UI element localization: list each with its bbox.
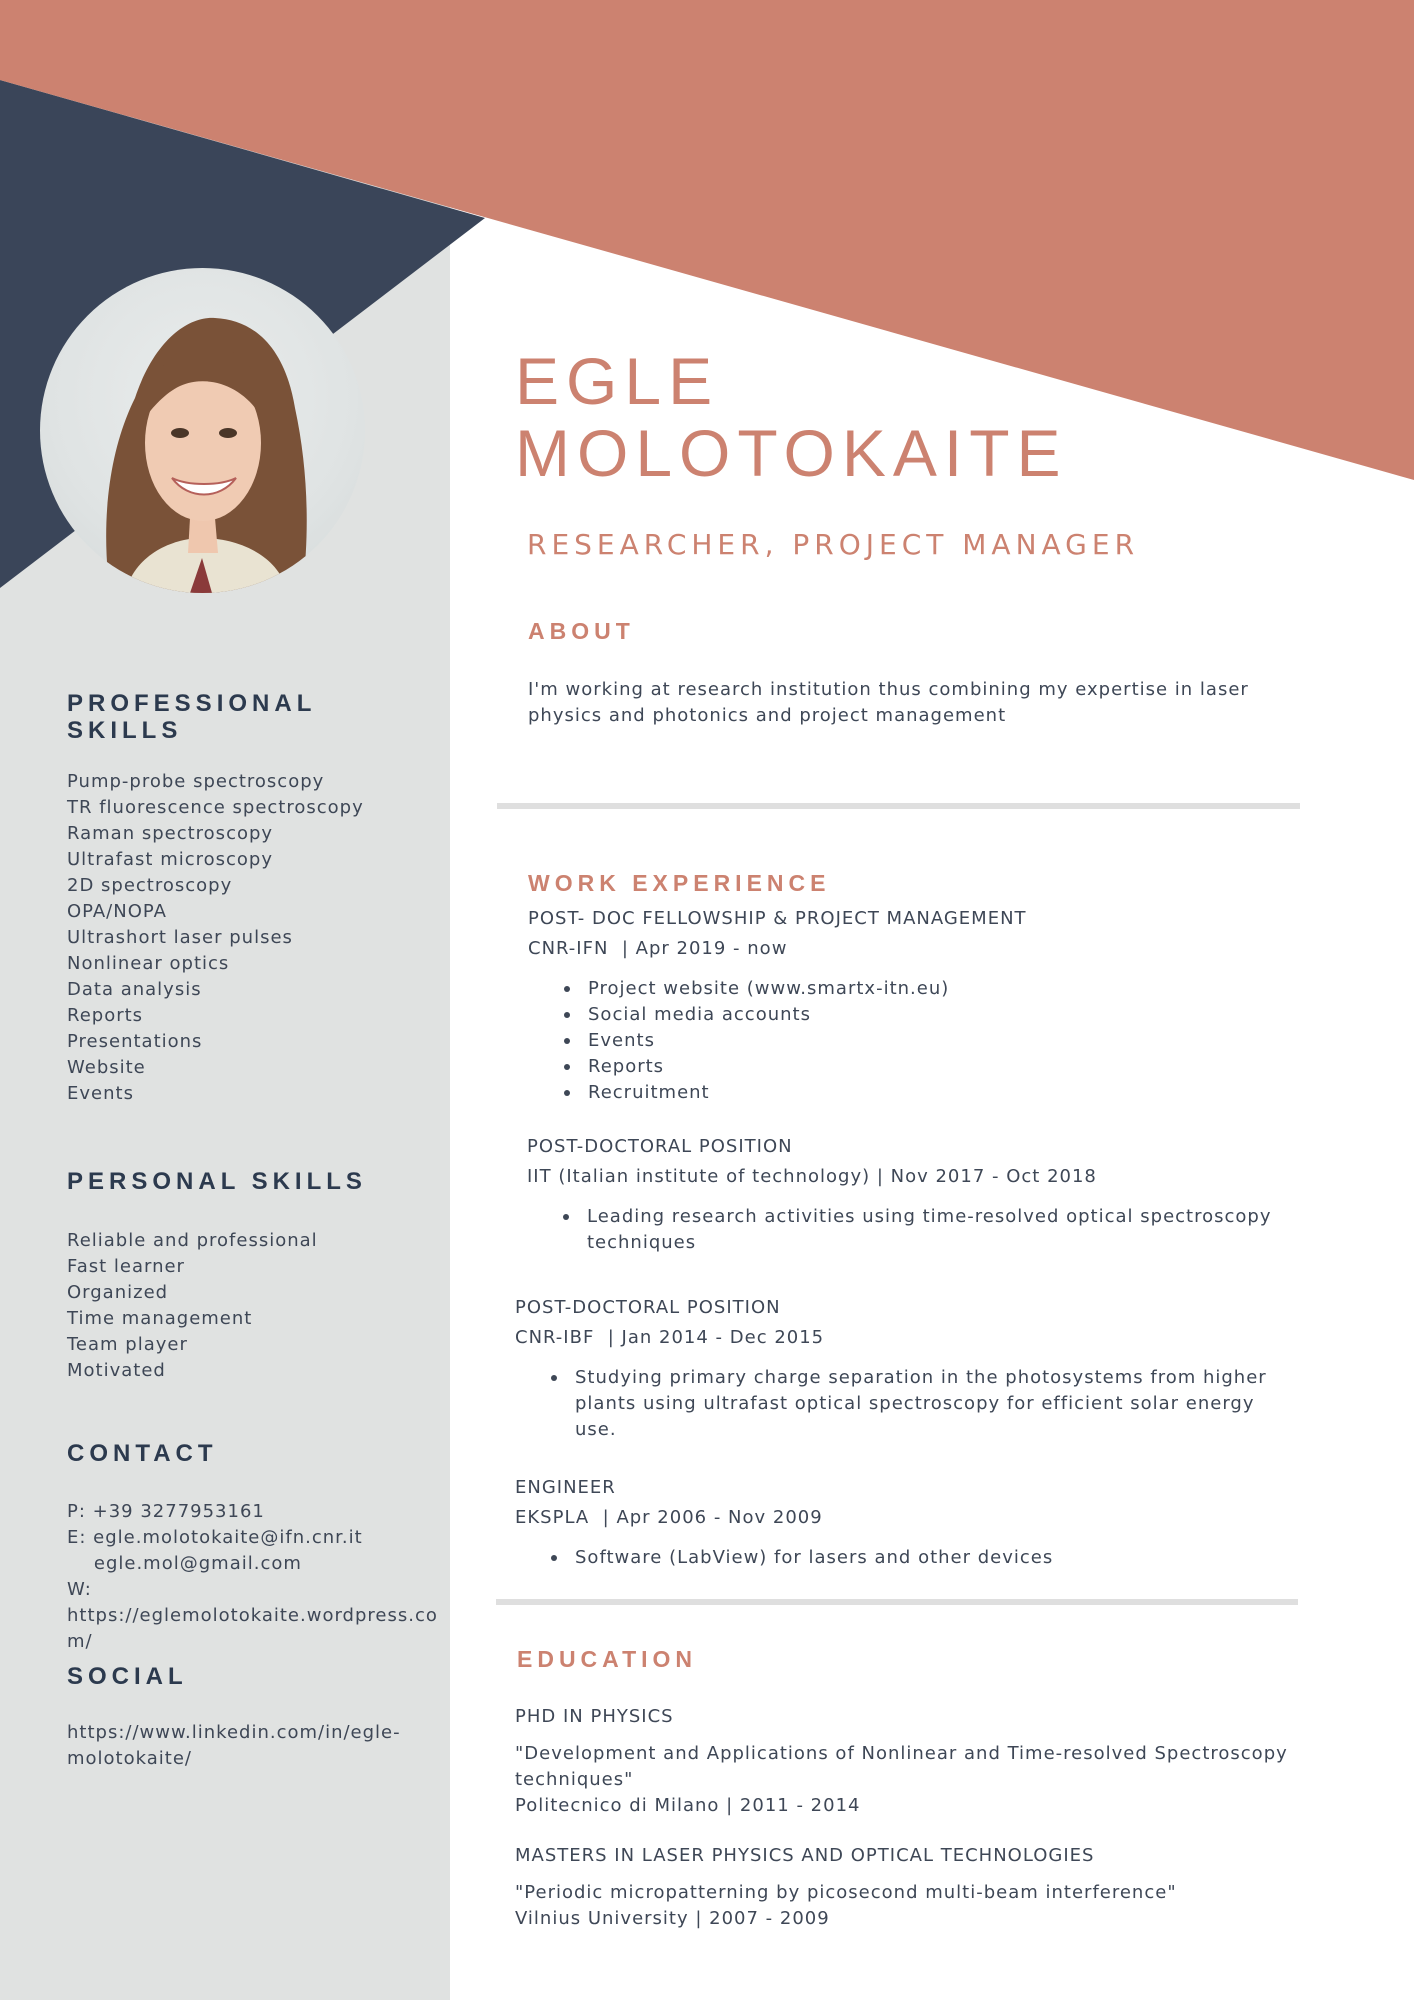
last-name: MOLOTOKAITE: [515, 416, 1068, 490]
degree-details: "Development and Applications of Nonlinear and Time-resolved Spectroscopy techniques" Politecnico di Milano | 2011 - 2014: [515, 1743, 1288, 1816]
job-org: CNR-IBF | Jan 2014 - Dec 2015: [515, 1327, 825, 1348]
name-block: [515, 345, 1068, 489]
job-org: CNR-IFN | Apr 2019 - now: [528, 938, 788, 959]
section-divider: [496, 1599, 1298, 1605]
list-item: Team player: [67, 1334, 188, 1355]
contact-heading: CONTACT: [67, 1440, 218, 1467]
education-heading: EDUCATION: [517, 1646, 698, 1672]
list-item: Presentations: [67, 1031, 203, 1052]
list-item: Social media accounts: [562, 1002, 949, 1028]
email-line-secondary[interactable]: egle.mol@gmail.com: [67, 1553, 302, 1574]
job-org: IIT (Italian institute of technology) | Nov 2017 - Oct 2018: [527, 1166, 1097, 1187]
profile-photo: [40, 268, 365, 593]
list-item: Reliable and professional: [67, 1230, 318, 1251]
job-bullets: [561, 1204, 1271, 1256]
list-item: Events: [562, 1028, 949, 1054]
list-item: Project website (www.smartx-itn.eu): [562, 976, 949, 1002]
list-item: OPA/NOPA: [67, 901, 167, 922]
list-item: Motivated: [67, 1360, 166, 1381]
list-item: Nonlinear optics: [67, 953, 230, 974]
list-item: Events: [67, 1083, 134, 1104]
degree-title: MASTERS IN LASER PHYSICS AND OPTICAL TECHNOLOGIES: [515, 1845, 1095, 1866]
social-heading: SOCIAL: [67, 1663, 188, 1690]
linkedin-link-continued[interactable]: molotokaite/: [67, 1748, 192, 1769]
portrait-illustration: [40, 268, 365, 593]
job-bullets: [549, 1365, 1267, 1443]
list-item: Software (LabView) for lasers and other devices: [549, 1545, 1053, 1571]
section-divider: [497, 803, 1300, 809]
personal-skills-heading: PERSONAL SKILLS: [67, 1168, 367, 1195]
personal-skills-list: [67, 1228, 318, 1384]
degree-details: "Periodic micropatterning by picosecond multi-beam interference" Vilnius University | 2007 - 2009: [515, 1882, 1177, 1929]
list-item: Organized: [67, 1282, 169, 1303]
about-heading: ABOUT: [528, 618, 635, 644]
first-name: EGLE: [515, 344, 720, 418]
job-org: EKSPLA | Apr 2006 - Nov 2009: [515, 1507, 823, 1528]
job-title: POST-DOCTORAL POSITION: [515, 1297, 781, 1318]
list-item: Recruitment: [562, 1080, 949, 1106]
job-title: POST- DOC FELLOWSHIP & PROJECT MANAGEMENT: [528, 908, 1027, 929]
list-item: Pump-probe spectroscopy: [67, 771, 325, 792]
contact-details: [67, 1499, 438, 1655]
list-item: Reports: [67, 1005, 144, 1026]
website-label: W:: [67, 1579, 92, 1600]
job-bullets: [549, 1545, 1053, 1571]
list-item: Fast learner: [67, 1256, 185, 1277]
work-experience-heading: WORK EXPERIENCE: [528, 870, 831, 896]
list-item: Ultrashort laser pulses: [67, 927, 293, 948]
list-item: Website: [67, 1057, 146, 1078]
list-item: TR fluorescence spectroscopy: [67, 797, 364, 818]
list-item: Reports: [562, 1054, 949, 1080]
degree-title: PHD IN PHYSICS: [515, 1706, 674, 1727]
job-title: ENGINEER: [515, 1477, 616, 1498]
list-item: 2D spectroscopy: [67, 875, 233, 896]
list-item: Time management: [67, 1308, 253, 1329]
role-title: RESEARCHER, PROJECT MANAGER: [527, 528, 1140, 561]
website-link[interactable]: https://eglemolotokaite.wordpress.co: [67, 1605, 438, 1626]
email-line[interactable]: E: egle.molotokaite@ifn.cnr.it: [67, 1527, 363, 1548]
list-item: Studying primary charge separation in the photosystems from higher plants using ultrafast optical spectroscopy for efficient solar energy use.: [549, 1365, 1267, 1443]
list-item: Ultrafast microscopy: [67, 849, 274, 870]
professional-skills-list: [67, 769, 364, 1107]
job-title: POST-DOCTORAL POSITION: [527, 1136, 793, 1157]
social-links: [67, 1720, 401, 1772]
phone-line: P: +39 3277953161: [67, 1501, 265, 1522]
list-item: Leading research activities using time-resolved optical spectroscopy techniques: [561, 1204, 1271, 1256]
website-link-continued[interactable]: m/: [67, 1631, 93, 1652]
list-item: Data analysis: [67, 979, 202, 1000]
linkedin-link[interactable]: https://www.linkedin.com/in/egle-: [67, 1722, 401, 1743]
professional-skills-heading: PROFESSIONAL SKILLS: [67, 690, 317, 744]
about-text: I'm working at research institution thus combining my expertise in laser physics and photonics and project management: [528, 679, 1249, 726]
job-bullets: [562, 976, 949, 1106]
list-item: Raman spectroscopy: [67, 823, 274, 844]
